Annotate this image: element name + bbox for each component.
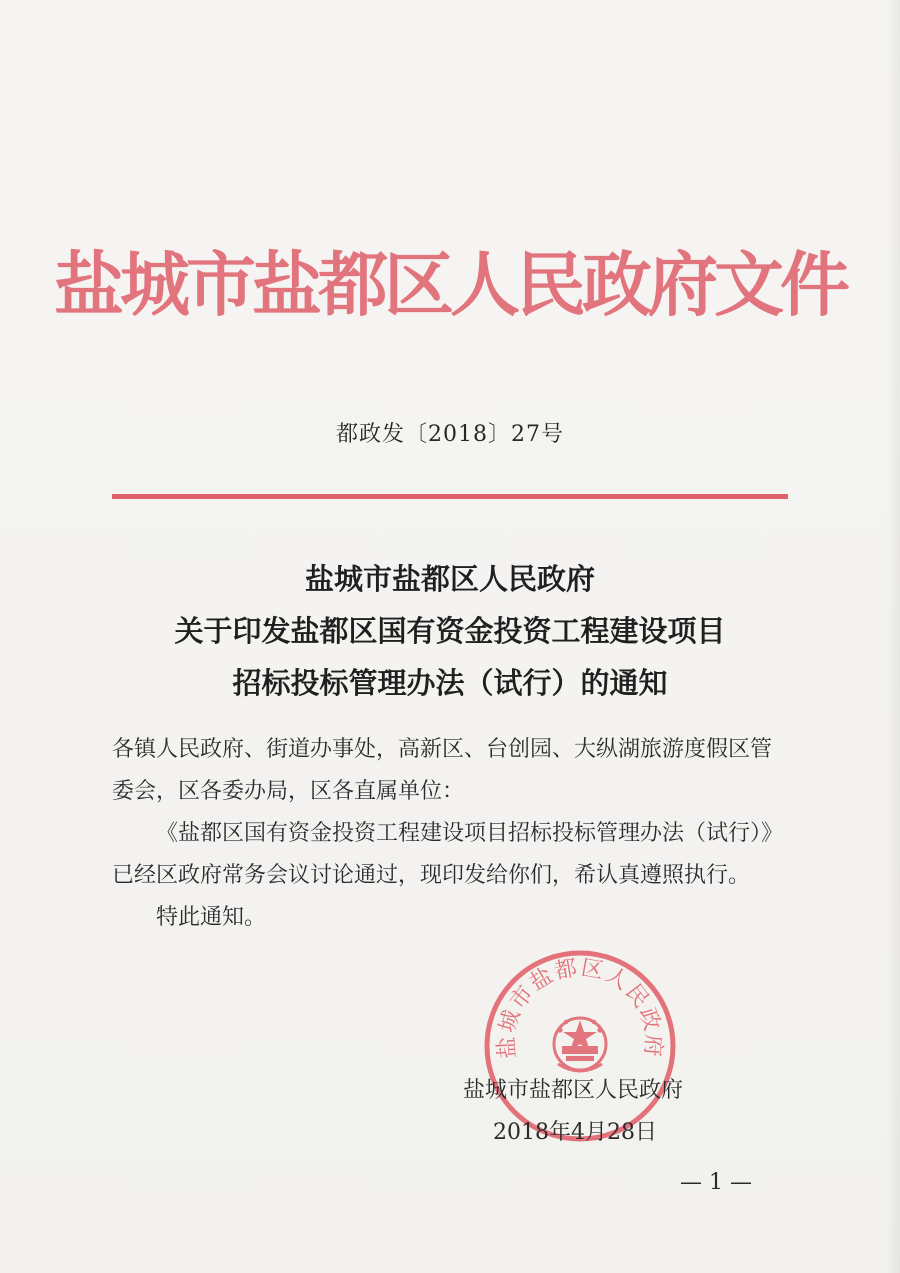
page-number: — 1 — [680, 1170, 752, 1195]
notice-title-line: 关于印发盐都区国有资金投资工程建设项目 [174, 614, 726, 648]
official-seal-stamp [480, 946, 680, 1146]
notice-body [112, 729, 792, 939]
main-paragraph: 《盐都区国有资金投资工程建设项目招标投标管理办法（试行）》已经区政府常务会议讨论通过，现印发给你们，希认真遵照执行。 [112, 821, 784, 888]
national-emblem-icon [554, 1018, 606, 1071]
red-divider-line [112, 494, 788, 499]
recipients-paragraph: 各镇人民政府、街道办事处，高新区、台创园、大纵湖旅游度假区管委会，区各委办局，区各直属单位： [112, 737, 773, 804]
document-header-title: 盐城市盐都区人民政府文件 [54, 244, 846, 326]
notice-title-line: 盐城市盐都区人民政府 [304, 562, 595, 596]
closing-paragraph: 特此通知。 [156, 905, 267, 930]
document-number: 都政发〔2018〕27号 [336, 422, 564, 447]
notice-title-line: 招标投标管理办法（试行）的通知 [232, 666, 668, 700]
notice-title [0, 553, 900, 709]
signing-date: 2018年4月28日 [493, 1120, 657, 1145]
signing-organization: 盐城市盐都区人民政府 [463, 1078, 684, 1103]
seal-text: 盐城市盐都区人民政府 [494, 955, 666, 1060]
